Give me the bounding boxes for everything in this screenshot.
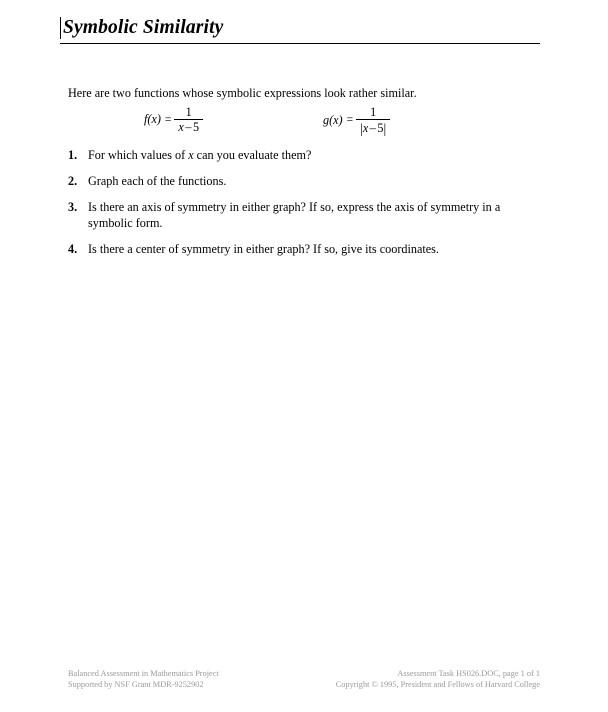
question-list: [68, 148, 540, 268]
question-item-1: [68, 148, 540, 163]
text-caret: [60, 17, 61, 39]
formula-g: [323, 106, 390, 135]
formula-g-den-operator: –: [369, 121, 376, 136]
formula-f: [144, 106, 203, 133]
question-text-4: Is there a center of symmetry in either graph? If so, give its coordinates.: [88, 241, 439, 256]
formula-f-den-number: 5: [192, 120, 200, 135]
formula-g-numerator: 1: [370, 105, 377, 119]
formula-g-denominator: [356, 120, 390, 135]
footer-grant-info: Supported by NSF Grant MDR-9252902: [68, 679, 204, 689]
formula-row: [68, 101, 538, 141]
question-1-text-before: For which values of: [88, 148, 189, 162]
page-title: Symbolic Similarity: [63, 17, 224, 38]
title-block: [60, 16, 540, 39]
absolute-value-bar-left: |: [360, 120, 363, 136]
intro-paragraph: Here are two functions whose symbolic expressions look rather similar.: [68, 86, 417, 101]
formula-g-den-number: 5: [377, 121, 384, 136]
formula-f-denominator: [174, 120, 203, 133]
question-number-4: 4.: [68, 241, 78, 256]
formula-g-den-var: x: [362, 121, 369, 136]
formula-f-numerator: 1: [185, 105, 192, 119]
question-1-text-after: can you evaluate them?: [193, 148, 312, 162]
absolute-value-bar-right: |: [383, 120, 387, 136]
formula-g-equals: =: [346, 114, 354, 127]
footer-right: [336, 669, 540, 690]
footer-task-id: Assessment Task HS026.DOC, page 1 of 1: [397, 669, 540, 678]
formula-g-name: g(x): [323, 112, 343, 127]
question-1-variable: x: [188, 148, 194, 162]
question-text-2: Graph each of the functions.: [88, 174, 227, 189]
question-item-4: [68, 242, 540, 257]
footer-copyright: Copyright © 1995, President and Fellows of Harvard College: [335, 679, 540, 689]
question-number-2: 2.: [68, 174, 78, 189]
footer-left: [68, 669, 219, 690]
question-item-2: [68, 174, 540, 189]
question-text-1: [88, 148, 311, 162]
formula-f-den-var: x: [178, 120, 184, 135]
formula-f-den-operator: –: [185, 120, 192, 135]
question-number-1: 1.: [68, 148, 78, 162]
footer-project-name: Balanced Assessment in Mathematics Project: [68, 669, 219, 678]
formula-g-fraction: [356, 106, 390, 135]
question-text-3: Is there an axis of symmetry in either graph? If so, express the axis of symmetry in a symbolic form.: [88, 200, 501, 230]
formula-f-fraction: [174, 106, 203, 133]
title-divider: [60, 43, 540, 44]
formula-f-equals: =: [164, 113, 172, 126]
question-number-3: 3.: [68, 200, 78, 215]
question-item-3: [68, 200, 540, 230]
formula-f-name: f(x): [144, 112, 161, 127]
